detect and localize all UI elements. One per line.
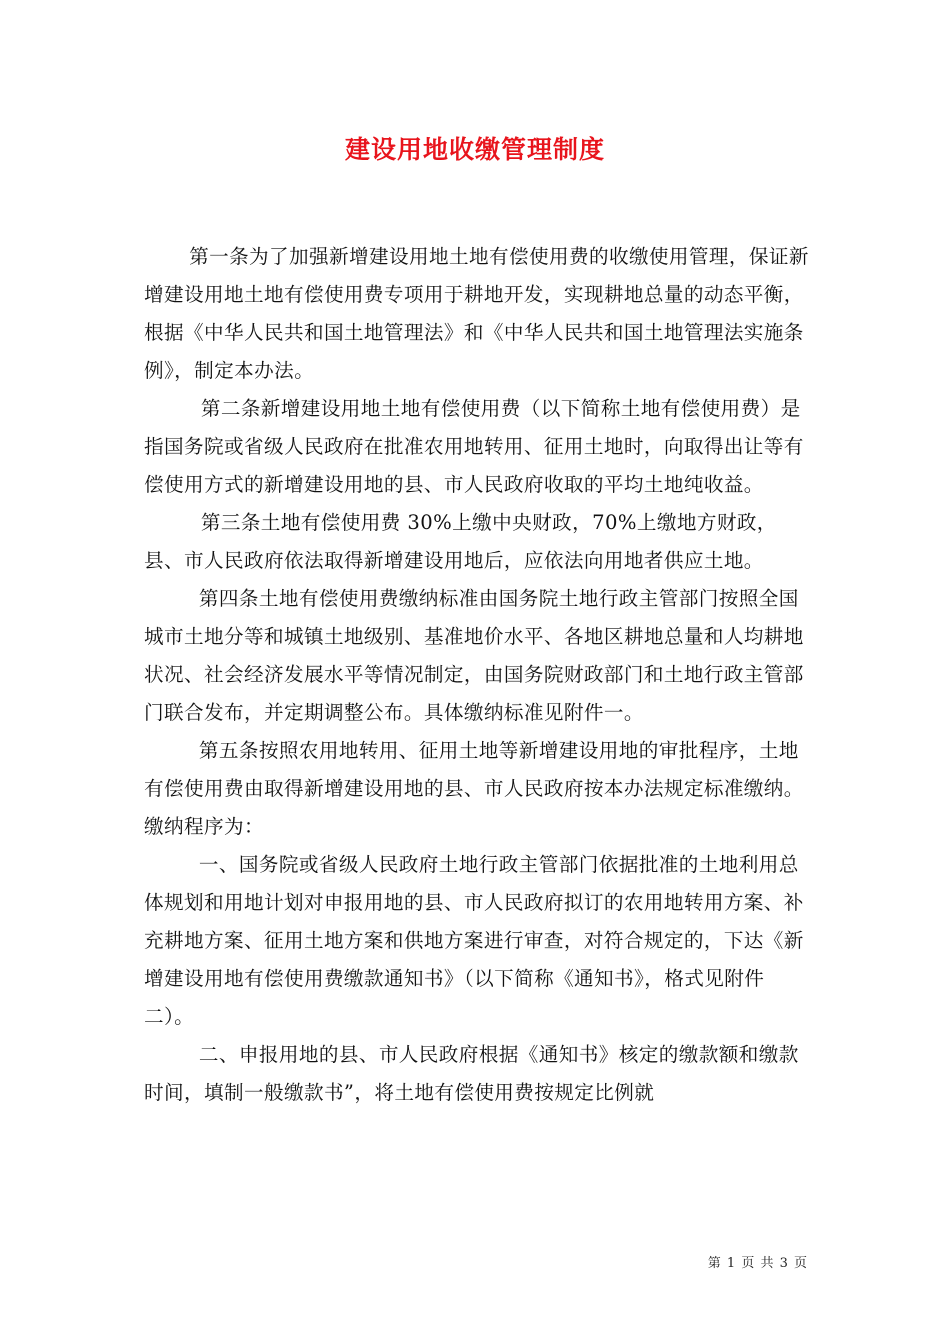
paragraph-article-2: 第二条新增建设用地土地有偿使用费（以下简称土地有偿使用费）是指国务院或省级人民政府在批准农用地转用、征用土地时，向取得出让等有偿使用方式的新增建设用地的县、市人民政府收取的平均土地纯收益。 [144, 397, 804, 496]
document-body [144, 238, 810, 1112]
paragraph-article-3: 第三条土地有偿使用费 30%上缴中央财政，70%上缴地方财政，县、市人民政府依法取得新增建设用地后，应依法向用地者供应土地。 [144, 511, 777, 572]
paragraph-article-4: 第四条土地有偿使用费缴纳标准由国务院土地行政主管部门按照全国城市土地分等和城镇土地级别、基准地价水平、各地区耕地总量和人均耕地状况、社会经济发展水平等情况制定，由国务院财政部门和土地行政主管部门联合发布，并定期调整公布。具体缴纳标准见附件一。 [144, 587, 804, 724]
paragraph-article-5: 第五条按照农用地转用、征用土地等新增建设用地的审批程序，土地有偿使用费由取得新增建设用地的县、市人民政府按本办法规定标准缴纳。缴纳程序为： [144, 739, 804, 838]
paragraph-procedure-2: 二、申报用地的县、市人民政府根据《通知书》核定的缴款额和缴款时间，填制一般缴款书”，将土地有偿使用费按规定比例就 [144, 1043, 799, 1104]
page-title: 建设用地收缴管理制度 [344, 135, 605, 164]
page-number: 第 1 页 共 3 页 [707, 1256, 808, 1271]
paragraph-article-1: 第一条为了加强新增建设用地土地有偿使用费的收缴使用管理，保证新增建设用地土地有偿使用费专项用于耕地开发，实现耕地总量的动态平衡，根据《中华人民共和国土地管理法》和《中华人民共和国土地管理法实施条例》，制定本办法。 [144, 245, 809, 382]
paragraph-procedure-1: 一、国务院或省级人民政府土地行政主管部门依据批准的土地利用总体规划和用地计划对申报用地的县、市人民政府拟订的农用地转用方案、补充耕地方案、征用土地方案和供地方案进行审查，对符合规定的，下达《新增建设用地有偿使用费缴款通知书》（以下简称《通知书》，格式见附件二）。 [144, 853, 804, 1028]
